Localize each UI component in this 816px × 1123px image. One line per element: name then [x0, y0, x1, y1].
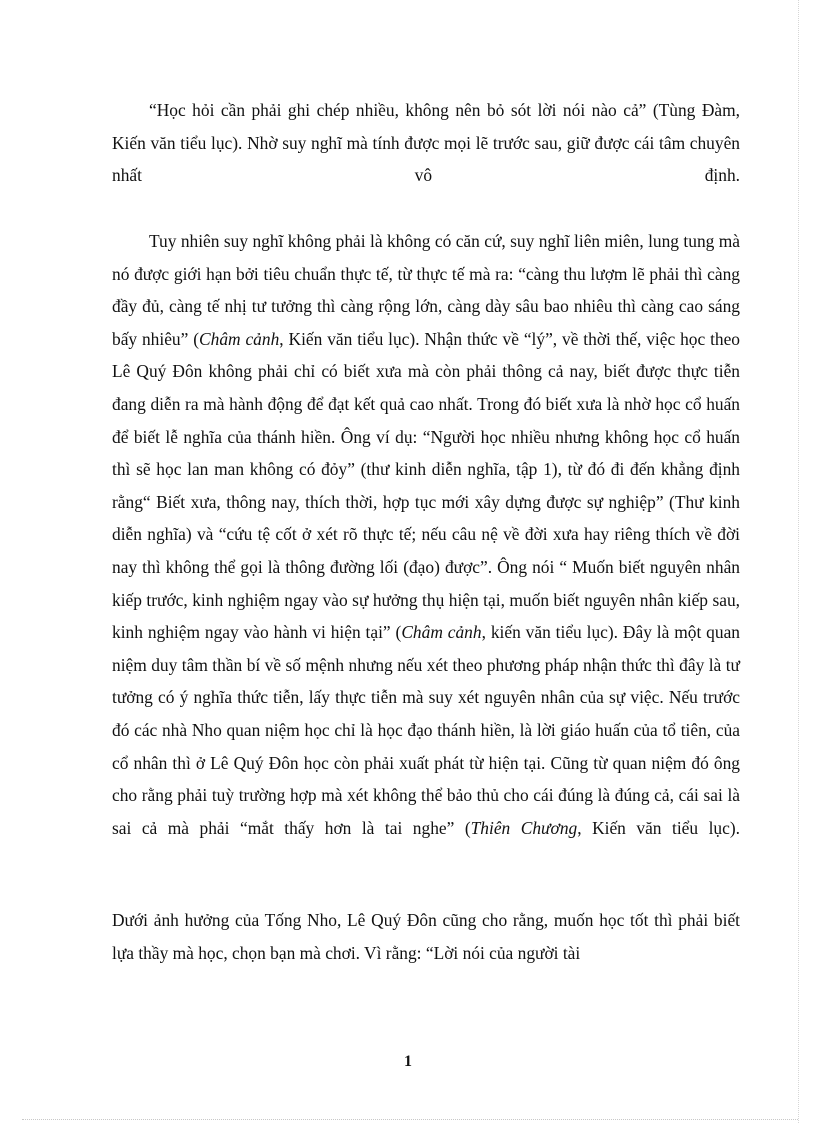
paragraph-2-text: Tuy nhiên suy nghĩ không phải là không có căn cứ, suy nghĩ liên miên, lung tung mà nó được giới hạn bởi tiêu chuẩn thực tế, từ thực tế mà ra: “càng thu lượm lẽ phải thì càng đầy đủ, càng tế nhị tư tưởng thì càng rộng lớn, càng dày sâu bao nhiêu thì càng cao sáng bấy nhiêu” ( [112, 231, 740, 349]
page-number: 1 [404, 1053, 412, 1070]
paragraph-2 [112, 225, 740, 877]
paragraph-3: Dưới ảnh hưởng của Tống Nho, Lê Quý Đôn cũng cho rằng, muốn học tốt thì phải biết lựa thầy mà học, chọn bạn mà chơi. Vì rằng: “Lời nói của người tài [112, 910, 740, 963]
paragraph-2-block [112, 225, 740, 877]
paragraph-3-block [112, 904, 740, 969]
footer-rule [22, 1119, 798, 1120]
paragraph-2-text: , kiến văn tiểu lục). Đây là một quan niệm duy tâm thần bí về số mệnh nhưng nếu xét theo phương pháp nhận thức thì đây là tư tưởng có ý nghĩa thức tiễn, lấy thực tiễn mà suy xét nguyên nhân của sự việc. Nếu trước đó các nhà Nho quan niệm học chỉ là học đạo thánh hiền, là lời giáo huấn của tổ tiên, của cổ nhân thì ở Lê Quý Đôn học còn phải xuất phát từ hiện tại. Cũng từ quan niệm đó ông cho rằng phải tuỳ trường hợp mà xét không thể bảo thủ cho cái đúng là đúng cả, cái sai là sai cả mà phải “mắt thấy hơn là tai nghe” ( [112, 622, 740, 838]
paragraph-1-block [112, 94, 740, 224]
book-title-thien-chuong: Thiên Chương [470, 817, 578, 838]
paragraph-2-text: , Kiến văn tiểu lục). Nhận thức về “lý”, về thời thế, việc học theo Lê Quý Đôn không phải chỉ có biết xưa mà còn phải thông cả nay, biết được thực tiễn đang diễn ra mà hành động để đạt kết quả cao nhất. Trong đó biết xưa là nhờ học cổ huấn để biết lễ nghĩa của thánh hiền. Ông ví dụ: “Người học nhiều nhưng không học cổ huấn thì sẽ học lan man không có đỏy” (thư kinh diễn nghĩa, tập 1), từ đó đi đến khẳng định rằng“ Biết xưa, thông nay, thích thời, hợp tục mới xây dựng được sự nghiệp” (Thư kinh diễn nghĩa) và “cứu tệ cốt ở xét rõ thực tế; nếu câu nệ về đời xưa hay riêng thích về đời nay thì không thể gọi là thông đường lối (đạo) được”. Ông nói “ Muốn biết nguyên nhân kiếp trước, kinh nghiệm ngay vào sự hưởng thụ hiện tại, muốn biết nguyên nhân kiếp sau, kinh nghiệm ngay vào hành vi hiện tại” ( [112, 328, 741, 643]
paragraph-1: “Học hỏi cần phải ghi chép nhiều, không nên bỏ sót lời nói nào cả” (Tùng Đàm, Kiến văn tiểu lục). Nhờ suy nghĩ mà tính được mọi lẽ trước sau, giữ được cái tâm chuyên nhất vô định. [112, 100, 740, 186]
book-title-cham-canh: Châm cảnh [199, 328, 280, 349]
margin-rule [798, 0, 799, 1123]
book-title-cham-canh: Châm cảnh [401, 622, 482, 643]
paragraph-2-text: , Kiến văn tiểu lục). [577, 817, 740, 838]
